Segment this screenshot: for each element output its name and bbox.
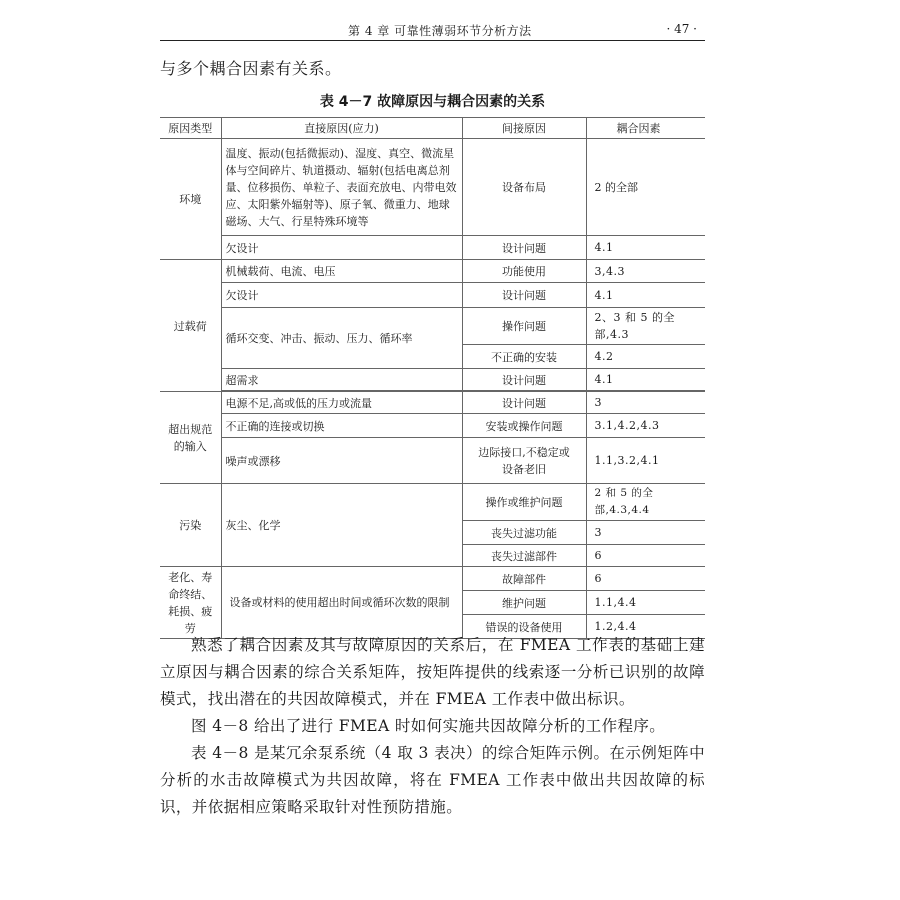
cause-type-cell: 污染: [160, 484, 221, 567]
coupling-cell: 6: [586, 545, 705, 567]
page-number: · 47 ·: [666, 22, 697, 36]
indirect-cause-cell: 故障部件: [462, 567, 586, 591]
indirect-cause-cell: 功能使用: [462, 260, 586, 283]
indirect-cause-cell: 设计问题: [462, 392, 586, 414]
table-row: [160, 139, 705, 236]
indirect-cause-cell: 设备布局: [462, 139, 586, 236]
cause-type-cell: 老化、寿命终结、耗损、疲劳: [160, 567, 221, 639]
coupling-cell: 4.2: [586, 345, 705, 369]
paragraph: 熟悉了耦合因素及其与故障原因的关系后，在 FMEA 工作表的基础上建立原因与耦合因素的综合关系矩阵，按矩阵提供的线索逐一分析已识别的故障模式，找出潜在的共因故障模式，并在 FMEA 工作表中做出标识。: [160, 636, 705, 708]
table-row: [160, 438, 705, 484]
table-row: [160, 392, 705, 414]
cause-coupling-table: [160, 117, 705, 639]
indirect-cause-cell: 操作或维护问题: [462, 484, 586, 521]
indirect-cause-cell: 丧失过滤功能: [462, 521, 586, 545]
coupling-cell: 2 的全部: [586, 139, 705, 236]
col-header-coupling: 耦合因素: [586, 118, 705, 139]
lead-text: 与多个耦合因素有关系。: [160, 59, 342, 78]
direct-cause-cell: 灰尘、化学: [221, 484, 462, 567]
indirect-cause-cell: 安装或操作问题: [462, 414, 586, 438]
indirect-cause-cell: 错误的设备使用: [462, 615, 586, 639]
col-header-type: 原因类型: [160, 118, 221, 139]
indirect-cause-cell: 边际接口,不稳定或设备老旧: [462, 438, 586, 484]
coupling-cell: 6: [586, 567, 705, 591]
table-row: [160, 308, 705, 345]
cause-type-cell: 超出规范的输入: [160, 392, 221, 484]
paragraph: 图 4－8 给出了进行 FMEA 时如何实施共因故障分析的工作程序。: [191, 717, 666, 735]
coupling-cell: 4.1: [586, 283, 705, 308]
direct-cause-cell: 机械载荷、电流、电压: [221, 260, 462, 283]
direct-cause-cell: 噪声或漂移: [221, 438, 462, 484]
indirect-cause-cell: 维护问题: [462, 591, 586, 615]
coupling-cell: 4.1: [586, 369, 705, 391]
cause-type-cell: 环境: [160, 139, 221, 260]
table-row: [160, 567, 705, 591]
coupling-cell: 1.1,4.4: [586, 591, 705, 615]
direct-cause-cell: 电源不足,高或低的压力或流量: [221, 392, 462, 414]
chapter-title: 第 4 章 可靠性薄弱环节分析方法: [348, 24, 532, 38]
direct-cause-cell: 温度、振动(包括微振动)、湿度、真空、微流星体与空间碎片、轨道摄动、辐射(包括电离总剂量、位移损伤、单粒子、表面充放电、内带电效应、太阳紫外辐射等)、原子氧、微重力、地球磁场、大气、行星特殊环境等: [221, 139, 462, 236]
indirect-cause-cell: 操作问题: [462, 308, 586, 345]
coupling-cell: 4.1: [586, 236, 705, 260]
coupling-cell: 3: [586, 392, 705, 414]
coupling-cell: 2 和 5 的全部,4.3,4.4: [586, 484, 705, 521]
coupling-cell: 3.1,4.2,4.3: [586, 414, 705, 438]
direct-cause-cell: 超需求: [221, 369, 462, 391]
table-caption: 表 4－7 故障原因与耦合因素的关系: [319, 94, 546, 110]
indirect-cause-cell: 设计问题: [462, 236, 586, 260]
direct-cause-cell: 欠设计: [221, 283, 462, 308]
table-row: [160, 484, 705, 521]
coupling-cell: 1.2,4.4: [586, 615, 705, 639]
coupling-cell: 3: [586, 521, 705, 545]
direct-cause-cell: 设备或材料的使用超出时间或循环次数的限制: [221, 567, 462, 639]
table-row: [160, 369, 705, 391]
direct-cause-cell: 循环交变、冲击、振动、压力、循环率: [221, 308, 462, 369]
coupling-cell: 2、3 和 5 的全部,4.3: [586, 308, 705, 345]
table-row: [160, 414, 705, 438]
table-row: [160, 283, 705, 308]
table-row: [160, 260, 705, 283]
indirect-cause-cell: 设计问题: [462, 369, 586, 391]
table-row: [160, 236, 705, 260]
running-header: [160, 18, 705, 41]
table-header-row: [160, 118, 705, 139]
col-header-direct: 直接原因(应力): [221, 118, 462, 139]
direct-cause-cell: 不正确的连接或切换: [221, 414, 462, 438]
indirect-cause-cell: 设计问题: [462, 283, 586, 308]
indirect-cause-cell: 丧失过滤部件: [462, 545, 586, 567]
body-paragraphs: [160, 632, 705, 821]
coupling-cell: 3,4.3: [586, 260, 705, 283]
indirect-cause-cell: 不正确的安装: [462, 345, 586, 369]
cause-type-cell: 过载荷: [160, 260, 221, 392]
col-header-indirect: 间接原因: [462, 118, 586, 139]
direct-cause-cell: 欠设计: [221, 236, 462, 260]
coupling-cell: 1.1,3.2,4.1: [586, 438, 705, 484]
paragraph: 表 4－8 是某冗余泵系统（4 取 3 表决）的综合矩阵示例。在示例矩阵中分析的水击故障模式为共因故障，将在 FMEA 工作表中做出共因故障的标识，并依据相应策略采取针对性预防措施。: [160, 744, 705, 816]
